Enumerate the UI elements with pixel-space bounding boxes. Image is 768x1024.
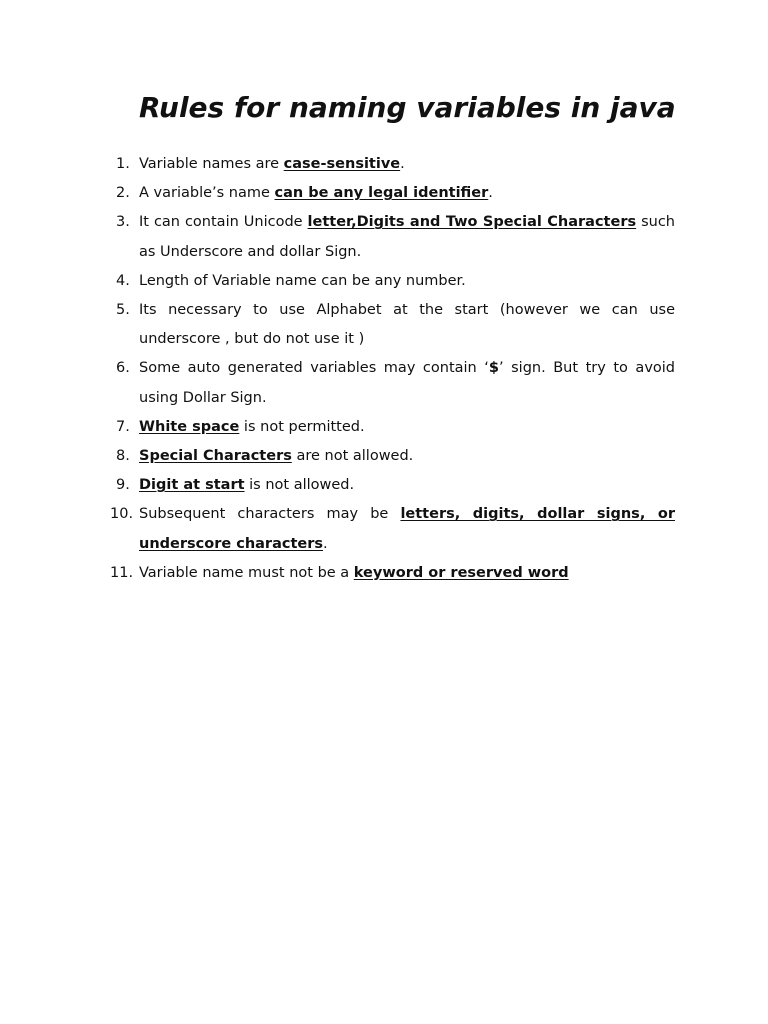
rule-item-11: [112, 559, 675, 588]
page-title: Rules for naming variables in java: [139, 91, 676, 124]
rule-text-end: are not allowed.: [291, 448, 414, 465]
rule-text: Variable names are: [139, 156, 284, 172]
rule-number: 9.: [116, 477, 130, 494]
rule-item-2: [112, 179, 675, 208]
rule-text: Variable name must not be a: [139, 564, 354, 581]
rule-item-9: [112, 471, 675, 500]
rule-emphasis: White space: [139, 418, 240, 435]
rule-emphasis: keyword or reserved word: [353, 564, 569, 581]
rule-emphasis: Digit at start: [139, 477, 245, 494]
rule-number: 11.: [110, 564, 134, 581]
rule-number: 4.: [116, 272, 130, 289]
rule-item-7: [112, 413, 675, 442]
rule-text-end: is not permitted.: [239, 418, 365, 435]
rule-text: Length of Variable name can be any number.: [139, 272, 466, 289]
rule-emphasis: letter,Digits and Two Special Characters: [307, 214, 637, 231]
rule-number: 5.: [116, 302, 130, 319]
rule-text: Subsequent characters may be: [139, 506, 401, 523]
rule-text: It can contain Unicode: [139, 214, 308, 231]
rule-text-end: is not allowed.: [244, 477, 355, 494]
rule-text: Some auto generated variables may contain ‘: [139, 360, 489, 377]
rule-number: 6.: [116, 360, 130, 377]
rule-number: 1.: [116, 156, 130, 172]
rule-number: 7.: [116, 418, 130, 435]
rule-item-5: [112, 296, 675, 354]
rule-text: Its necessary to use Alphabet at the start (however we can use underscore , but do not use it ): [139, 302, 675, 348]
rule-item-10: [112, 500, 675, 558]
rule-item-3: [112, 208, 675, 266]
rule-number: 3.: [116, 214, 130, 231]
rule-item-8: [112, 442, 675, 471]
rule-text: A variable’s name: [139, 185, 275, 202]
rule-number: 10.: [110, 506, 134, 523]
rule-item-1: [112, 150, 675, 179]
rule-item-6: [112, 354, 675, 412]
rule-text-end: .: [400, 156, 405, 172]
rule-text-end: ’ sign. But try to avoid using Dollar Sign.: [139, 360, 675, 406]
rule-text-end: .: [323, 535, 328, 552]
rule-number: 2.: [116, 185, 130, 202]
rule-text-end: .: [488, 185, 493, 202]
rule-emphasis: Special Characters: [139, 448, 292, 465]
rules-list: [112, 150, 675, 588]
rule-text-end: such as Underscore and dollar Sign.: [139, 214, 675, 260]
dollar-symbol: $: [488, 360, 499, 377]
rule-emphasis: case-sensitive: [283, 156, 401, 172]
rule-number: 8.: [116, 448, 130, 465]
rule-emphasis: can be any legal identifier: [274, 185, 489, 202]
rule-emphasis: letters, digits, dollar signs, or underscore characters: [139, 506, 675, 552]
rule-item-4: [112, 267, 675, 296]
